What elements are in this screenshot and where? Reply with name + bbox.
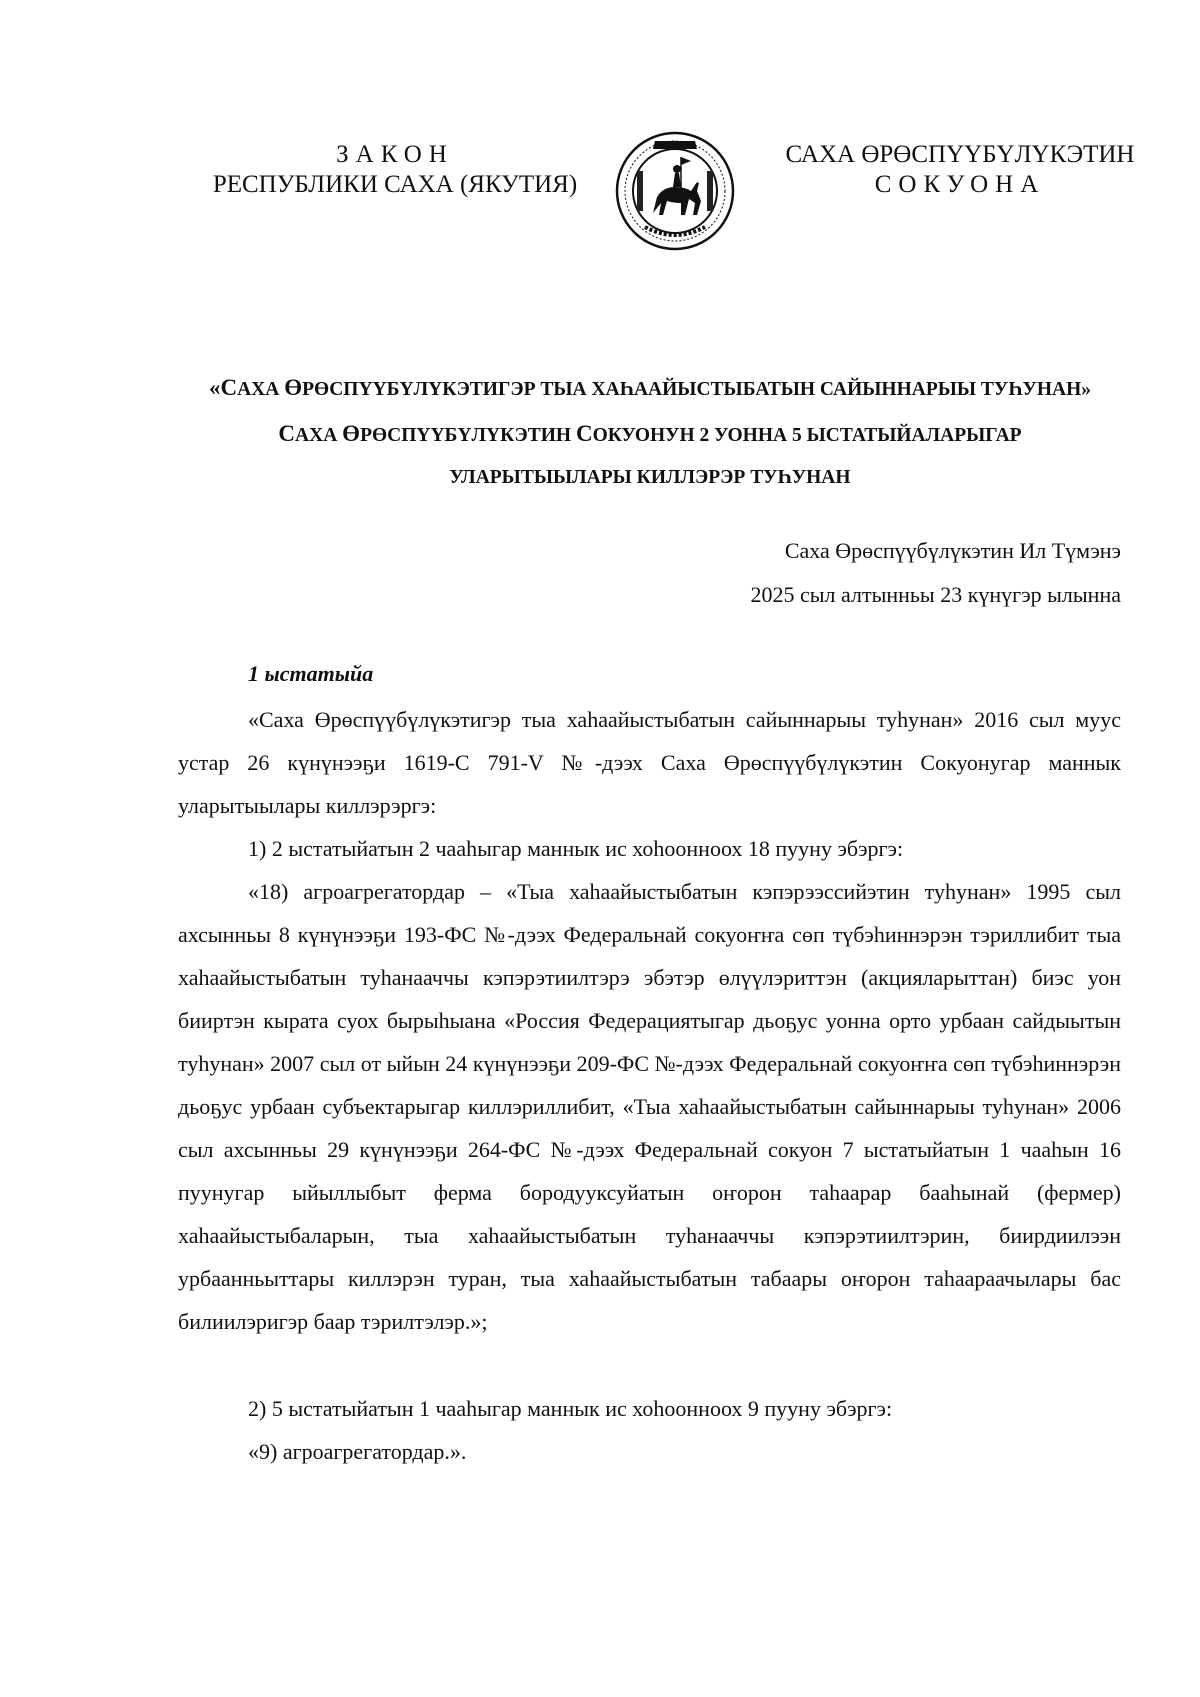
article-paragraph: 2) 5 ыстатыйатын 1 чааһыгар маннык ис хоһоонноох 9 пууну эбэргэ: bbox=[248, 1396, 893, 1421]
law-title-line-2 bbox=[120, 421, 1180, 447]
law-title-line-1 bbox=[120, 375, 1180, 401]
title-text: Ө bbox=[284, 375, 303, 400]
title-text: С bbox=[278, 421, 296, 446]
header-right-republic-name: САХА ӨРӨСПҮҮБҮЛҮКЭТИН bbox=[785, 141, 1135, 168]
title-text: РӨСПҮҮБҮЛҮКЭТИГЭР ТЫА ХАҺААЙЫСТЫБАТЫН САЙЫННАРЫЫ ТУҺУНАН» bbox=[302, 379, 1092, 400]
coat-of-arms-emblem-icon bbox=[615, 131, 735, 251]
title-text: Ө bbox=[342, 421, 361, 446]
article-paragraph: «Саха Өрөспүүбүлүкэтигэр тыа хаһаайыстыбатын сайыннарыы туһунан» 2016 сыл муус устар 26 күнүнээҕи 1619-С 791-V №-дээх Саха Өрөспүүбүлүкэтин Сокуонугар маннык уларытыылары киллэрэргэ: bbox=[178, 707, 1121, 818]
header-left-law-word: ЗАКОН bbox=[336, 141, 454, 168]
title-text: АХА bbox=[295, 425, 343, 446]
title-text: С bbox=[575, 421, 593, 446]
title-text: РӨСПҮҮБҮЛҮКЭТИН bbox=[360, 425, 576, 446]
article-paragraph: «18) агроагрегатордар – «Тыа хаһаайыстыбатын кэпэрээссийэтин туһунан» 1995 сыл ахсынньы 8 күнүнээҕи 193-ФС №-дээх Федеральнай сокуоҥҥа сөп түбэһиннэрэн тэриллибит тыа хаһаайыстыбатын туһанааччы кэпэрэтиилтэрэ эбэтэр өлүүлэриттэн (акцияларыттан) биэс уон бииртэн кырата суох бырыһыана «Россия Федерациятыгар дьоҕус уонна орто урбаан сайдыытын туһунан» 2007 сыл от ыйын 24 күнүнээҕи 209-ФС №-дээх Федеральнай сокуоҥҥа сөп түбэһиннэрэн дьоҕус урбаан субъектарыгар киллэриллибит, «Тыа хаһаайыстыбатын сайыннарыы туһунан» 2006 сыл ахсынньы 29 күнүнээҕи 264-ФС №-дээх Федеральнай сокуон 7 ыстатыйатын 1 чааһын 16 пуунугар ыйыллыбыт ферма бородууксуйатын оҥорон таһаарар бааһынай (фермер) хаһаайыстыбаларын, тыа хаһаайыстыбатын туһанааччы кэпэрэтиилтэрин, биирдиилээн урбаанньыттары киллэрэн туран, тыа хаһаайыстыбатын табаары оҥорон таһаараачылары бас билиилэригэр баар тэрилтэлэр.»; bbox=[178, 879, 1121, 1334]
header-right-law-word: СОКУОНА bbox=[874, 171, 1046, 198]
title-text: ОКУОНУН 2 УОННА 5 ЫСТАТЫЙАЛАРЫГАР bbox=[592, 425, 1022, 446]
title-text: «С bbox=[208, 375, 238, 400]
article-paragraph: 1) 2 ыстатыйатын 2 чааһыгар маннык ис хоһоонноох 18 пууну эбэргэ: bbox=[248, 836, 904, 861]
header-right bbox=[770, 140, 1150, 200]
adopted-by: Саха Өрөспүүбүлүкэтин Ил Түмэнэ bbox=[784, 538, 1121, 563]
article-paragraph: «9) агроагрегатордар.». bbox=[248, 1439, 467, 1464]
header-left bbox=[195, 140, 595, 200]
article-heading: 1 ыстатыйа bbox=[248, 661, 374, 686]
title-text: АХА bbox=[237, 379, 285, 400]
adopted-date: 2025 сыл алтынньы 23 күнүгэр ылынна bbox=[750, 582, 1121, 607]
header-left-republic-name: РЕСПУБЛИКИ САХА (ЯКУТИЯ) bbox=[212, 171, 578, 198]
law-title-line-3: УЛАРЫТЫЫЛАРЫ КИЛЛЭРЭР ТУҺУНАН bbox=[449, 467, 851, 488]
